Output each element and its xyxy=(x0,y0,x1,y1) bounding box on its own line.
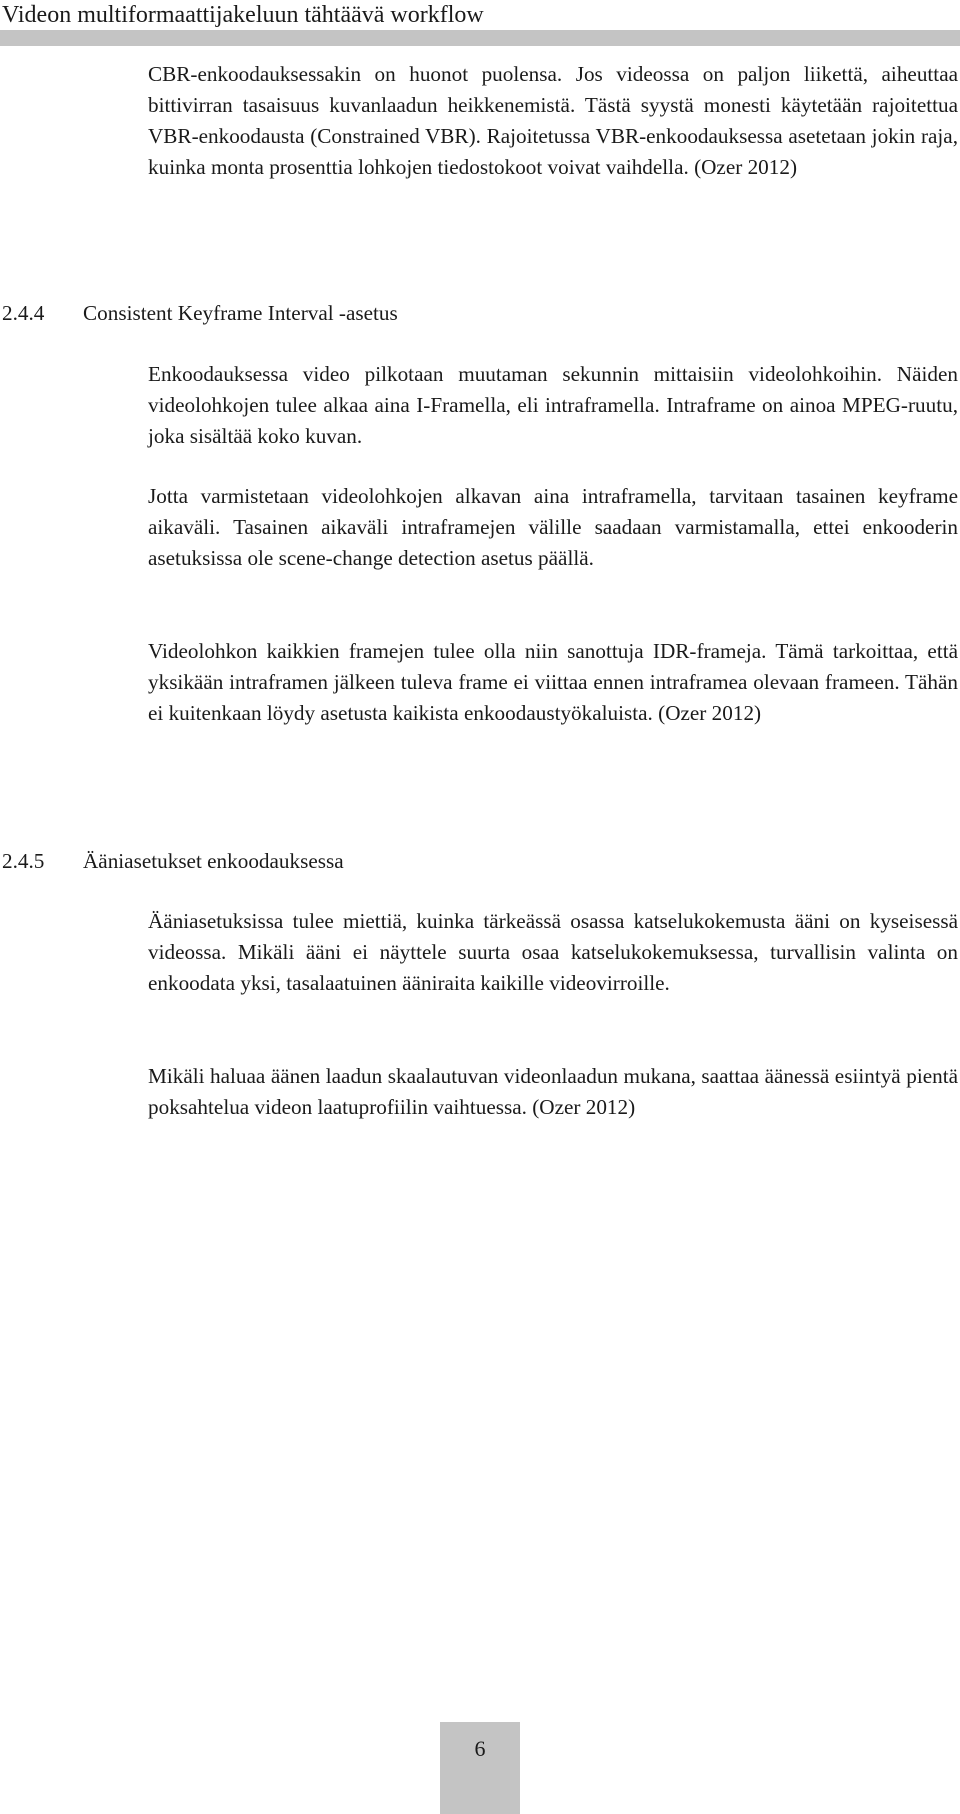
paragraph-cbr-vbr: CBR-enkoodauksessakin on huonot puolensa. Jos videossa on paljon liikettä, aiheuttaa bittivirran tasaisuus kuvanlaadun heikkenemistä. Tästä syystä monesti käytetään rajoitettua VBR-enkoodausta (Constrained VBR). Rajoitetussa VBR-enkoodauksessa asetetaan jokin raja, kuinka monta prosenttia lohkojen tiedostokoot voivat vaihdella. (Ozer 2012) xyxy=(148,62,958,179)
section-heading-2-4-5 xyxy=(2,846,344,877)
header-rule xyxy=(0,30,960,46)
page-header xyxy=(0,0,960,48)
paragraph-videolohkot: Enkoodauksessa video pilkotaan muutaman sekunnin mittaisiin videolohkoihin. Näiden videolohkojen tulee alkaa aina I-Framella, eli intraframella. Intraframe on ainoa MPEG-ruutu, joka sisältää koko kuvan. xyxy=(148,362,958,448)
paragraph-audio-quality: Mikäli haluaa äänen laadun skaalautuvan videonlaadun mukana, saattaa äänessä esiintyä pientä poksahtelua videon laatuprofiilin vaihtuessa. (Ozer 2012) xyxy=(148,1064,958,1119)
section-heading-2-4-4 xyxy=(2,298,398,329)
section-title: Consistent Keyframe Interval -asetus xyxy=(83,301,398,325)
paragraph-idr-frames: Videolohkon kaikkien framejen tulee olla niin sanottuja IDR-frameja. Tämä tarkoittaa, että yksikään intraframen jälkeen tuleva frame ei viittaa ennen intraframea olevaan frameen. Tähän ei kuitenkaan löydy asetusta kaikista enkoodaustyökaluista. (Ozer 2012) xyxy=(148,639,958,725)
paragraph-audio-settings: Ääniasetuksissa tulee miettiä, kuinka tärkeässä osassa katselukokemusta ääni on kyseisessä videossa. Mikäli ääni ei näyttele suurta osaa katselukokemuksessa, turvallisin valinta on enkoodata yksi, tasalaatuinen ääniraita kaikille videovirroille. xyxy=(148,909,958,995)
page-number: 6 xyxy=(474,1736,486,1761)
section-title: Ääniasetukset enkoodauksessa xyxy=(83,849,344,873)
paragraph-keyframe-interval: Jotta varmistetaan videolohkojen alkavan aina intraframella, tarvitaan tasainen keyframe aikaväli. Tasainen aikaväli intraframejen välille saadaan varmistamalla, ettei enkooderin asetuksissa ole scene-change detection asetus päällä. xyxy=(148,484,958,570)
running-header-title: Videon multiformaattijakeluun tähtäävä workflow xyxy=(2,2,484,28)
section-number: 2.4.5 xyxy=(2,849,45,873)
section-number: 2.4.4 xyxy=(2,301,45,325)
page-number-box xyxy=(440,1722,520,1814)
